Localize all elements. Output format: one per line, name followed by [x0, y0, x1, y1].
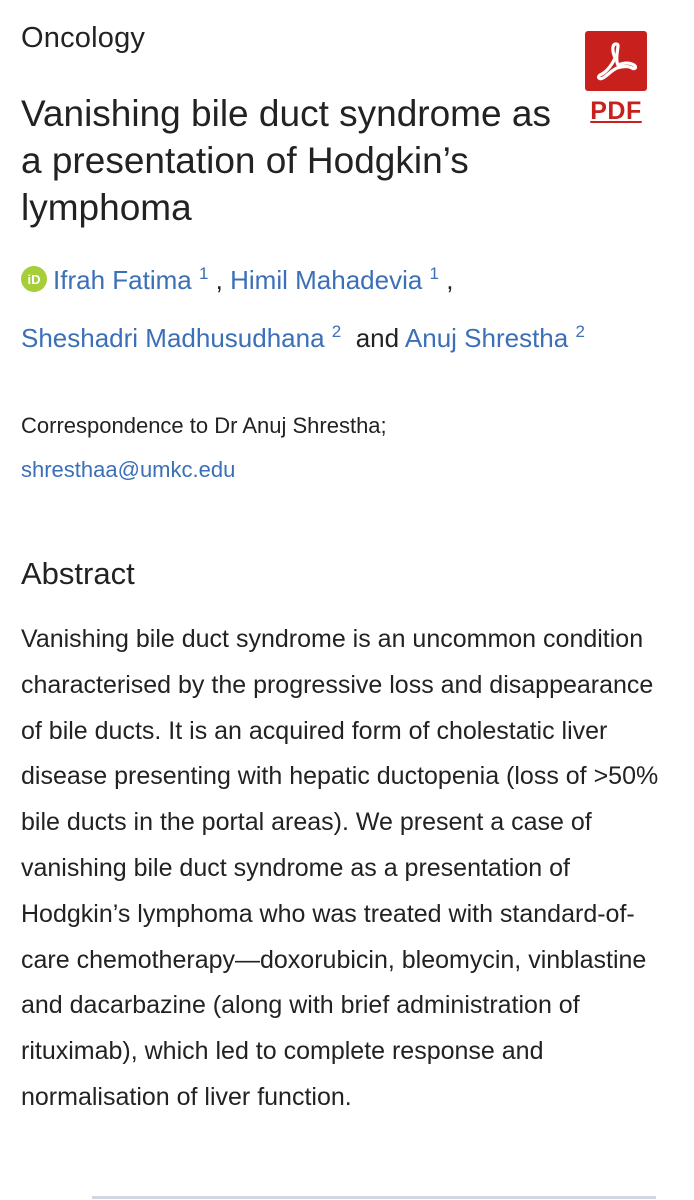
pdf-icon[interactable]	[585, 31, 647, 91]
author-link-himil-mahadevia[interactable]: Himil Mahadevia	[230, 265, 423, 295]
abstract-heading: Abstract	[21, 556, 135, 591]
author-affiliation: 1	[198, 264, 209, 283]
author-separator: ,	[215, 265, 223, 295]
author-link-ifrah-fatima[interactable]: Ifrah Fatima	[53, 265, 192, 295]
article-title: Vanishing bile duct syndrome as a presentation of Hodgkin’s lymphoma	[21, 93, 551, 228]
author-affiliation: 2	[331, 322, 342, 341]
author-affiliation: 2	[575, 322, 585, 341]
correspondence-text: Correspondence to Dr Anuj Shrestha;	[21, 413, 387, 438]
section-label: Oncology	[21, 22, 146, 54]
email-link[interactable]: shresthaa@umkc.edu	[21, 457, 236, 482]
orcid-icon[interactable]	[21, 266, 47, 292]
divider	[92, 1196, 656, 1199]
author-separator-and: and	[355, 323, 400, 353]
correspondence	[21, 404, 661, 492]
abstract-text: Vanishing bile duct syndrome is an uncommon condition characterised by the progressive loss and disappearance of bile ducts. It is an acquired form of cholestatic liver disease presenting with hepatic ductopenia (loss of >50% bile ducts in the portal areas). We present a case of vanishing bile duct syndrome as a presentation of Hodgkin’s lymphoma who was treated with standard-of-care chemotherapy—doxorubicin, bleomycin, vinblastine and dacarbazine (along with brief administration of rituximab), which led to complete response and normalisation of liver function.	[21, 625, 659, 1111]
pdf-download-link[interactable]	[585, 31, 647, 126]
author-separator: ,	[446, 265, 454, 295]
author-affiliation: 1	[429, 264, 440, 283]
author-list	[21, 248, 661, 364]
author-link-sheshadri-madhusudhana[interactable]: Sheshadri Madhusudhana	[21, 323, 325, 353]
svg-text:iD: iD	[27, 272, 41, 287]
author-link-anuj-shrestha[interactable]: Anuj Shrestha	[404, 323, 569, 353]
pdf-label[interactable]: PDF	[590, 97, 642, 125]
